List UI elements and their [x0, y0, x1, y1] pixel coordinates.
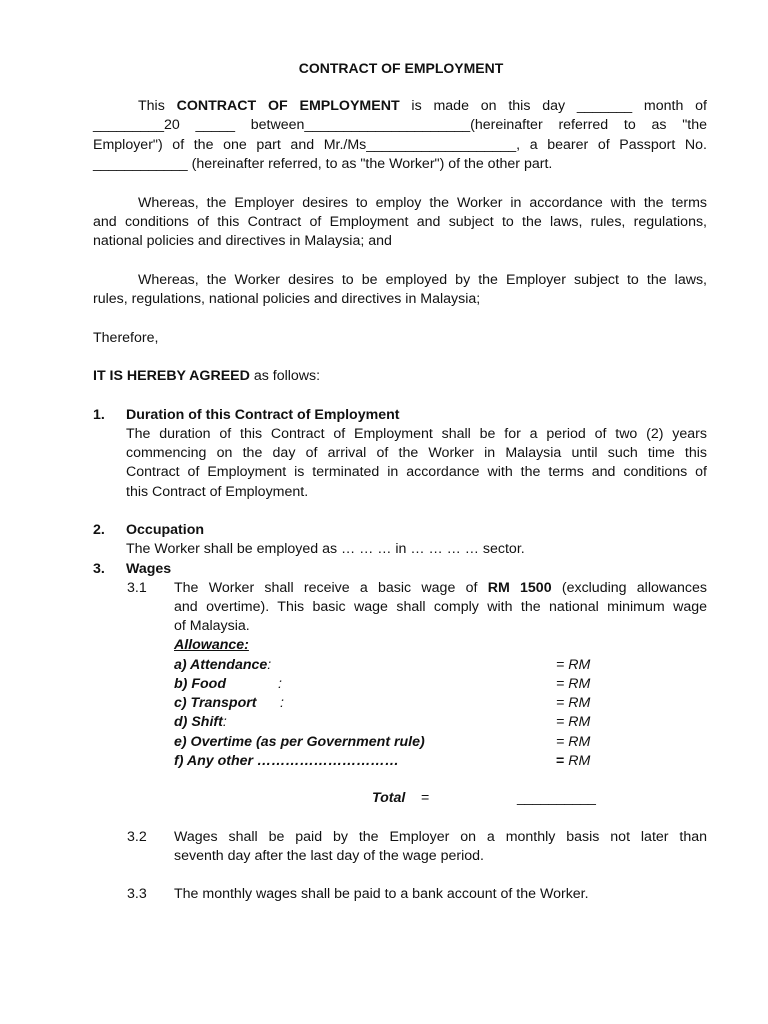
intro-line-3: Employer") of the one part and Mr./Ms___________________, a bearer of Passport No. — [93, 137, 707, 153]
whereas2-line-2: rules, regulations, national policies and directives in Malaysia; — [93, 291, 481, 307]
clause-3-2-line-1: Wages shall be paid by the Employer on a monthly basis not later than — [174, 829, 707, 845]
allowance-label: f) Any other ………………………… — [174, 753, 399, 769]
allowance-label: a) Attendance: — [174, 657, 272, 673]
section-1-line-3: Contract of Employment is terminated in accordance with the terms and conditions of — [126, 464, 707, 480]
whereas1-line-2: and conditions of this Contract of Employment and subject to the laws, rules, regulations, — [93, 214, 707, 230]
allowance-heading: Allowance: — [174, 637, 249, 653]
clause-3-3-line-1: The monthly wages shall be paid to a bank account of the Worker. — [174, 886, 589, 902]
section-2-number: 2. — [93, 522, 105, 538]
allowance-value: = RM — [556, 753, 591, 769]
section-3-number: 3. — [93, 561, 105, 577]
document-title: CONTRACT OF EMPLOYMENT — [298, 60, 504, 76]
clause-3-1-line-2: and overtime). This basic wage shall comply with the national minimum wage — [174, 599, 707, 615]
contract-name-bold: CONTRACT OF EMPLOYMENT — [176, 98, 400, 114]
section-1-line-1: The duration of this Contract of Employment shall be for a period of two (2) years — [126, 426, 707, 442]
allowance-value: = RM — [556, 714, 591, 730]
therefore-text: Therefore, — [93, 330, 159, 346]
whereas1-line-1: Whereas, the Employer desires to employ the Worker in accordance with the terms — [138, 195, 707, 211]
allowance-value: = RM — [556, 695, 591, 711]
clause-3-1-line-3: of Malaysia. — [174, 618, 250, 634]
section-2-line-1: The Worker shall be employed as … … … in … … … … sector. — [126, 541, 525, 557]
section-1-heading: Duration of this Contract of Employment — [126, 407, 400, 423]
clause-3-3-number: 3.3 — [127, 886, 147, 902]
allowance-label: b) Food : — [174, 676, 282, 692]
section-3-heading: Wages — [126, 561, 172, 577]
clause-3-1-number: 3.1 — [127, 580, 147, 596]
section-1-line-2: commencing on the day of arrival of the Worker in Malaysia until such time this — [126, 445, 707, 461]
intro-line-4: ____________ (hereinafter referred, to as "the Worker") of the other part. — [93, 156, 553, 172]
allowance-label: c) Transport : — [174, 695, 284, 711]
agreed-line: IT IS HEREBY AGREED as follows: — [93, 368, 321, 384]
whereas2-line-1: Whereas, the Worker desires to be employed by the Employer subject to the laws, — [138, 272, 707, 288]
intro-line-1: This CONTRACT OF EMPLOYMENT is made on this day _______ month of — [138, 98, 707, 114]
clause-3-1-line-1: The Worker shall receive a basic wage of RM 1500 (excluding allowances — [174, 580, 707, 596]
basic-wage-amount: RM 1500 — [487, 580, 552, 596]
total-label: Total — [372, 790, 406, 806]
total-equals: = — [421, 790, 430, 806]
clause-3-2-number: 3.2 — [127, 829, 147, 845]
whereas1-line-3: national policies and directives in Malaysia; and — [93, 233, 392, 249]
allowance-value: = RM — [556, 734, 591, 750]
section-1-number: 1. — [93, 407, 105, 423]
total-blank: __________ — [517, 790, 596, 806]
allowance-label: d) Shift: — [174, 714, 227, 730]
allowance-label: e) Overtime (as per Government rule) — [174, 734, 425, 750]
allowance-value: = RM — [556, 657, 591, 673]
intro-line-2: _________20 _____ between_____________________(hereinafter referred to as "the — [93, 117, 707, 133]
clause-3-2-line-2: seventh day after the last day of the wage period. — [174, 848, 484, 864]
section-1-line-4: this Contract of Employment. — [126, 484, 309, 500]
section-2-heading: Occupation — [126, 522, 205, 538]
allowance-value: = RM — [556, 676, 591, 692]
